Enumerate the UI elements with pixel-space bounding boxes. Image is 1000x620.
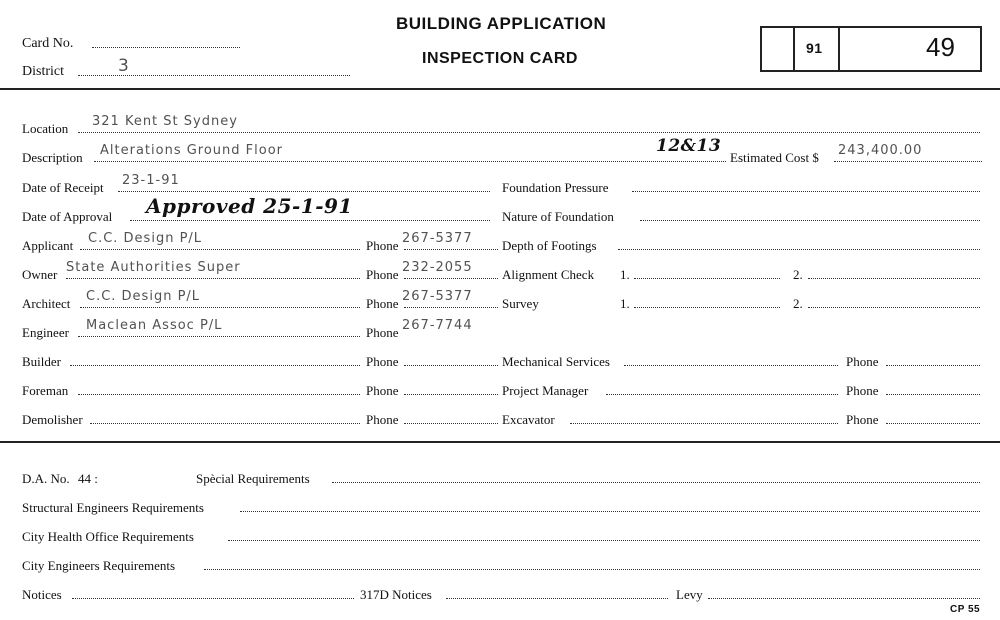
foreman-field[interactable] [78,394,360,395]
description-lots: 12&13 [656,136,722,156]
estimated-cost-label: Estimated Cost $ [730,150,819,165]
form-code: CP 55 [950,604,981,615]
mechanical-phone-label: Phone [846,354,879,369]
district-value: 3 [118,56,130,76]
demolisher-field[interactable] [90,423,360,424]
city-health-office-label: City Health Office Requirements [22,529,194,544]
notices-317d-label: 317D Notices [360,587,432,602]
engineer-phone-label: Phone [366,325,399,340]
levy-field[interactable] [708,598,980,599]
engineer-label: Engineer [22,325,69,340]
header-divider [0,88,1000,90]
foreman-phone-field[interactable] [404,394,498,395]
builder-phone-label: Phone [366,354,399,369]
date-of-approval-label: Date of Approval [22,209,113,224]
structural-engineers-label: Structural Engineers Requirements [22,500,204,515]
architect-phone-value: 267-5377 [402,289,473,304]
foreman-label: Foreman [22,383,69,398]
applicant-label: Applicant [22,238,74,253]
depth-of-footings-label: Depth of Footings [502,238,597,253]
da-no-value: 44 : [78,471,98,486]
excavator-phone-label: Phone [846,412,879,427]
mechanical-services-field[interactable] [624,365,838,366]
survey-2-field[interactable] [808,307,980,308]
levy-label: Levy [676,587,703,602]
notices-317d-field[interactable] [446,598,668,599]
owner-field[interactable] [66,278,360,279]
demolisher-phone-field[interactable] [404,423,498,424]
owner-phone-label: Phone [366,267,399,282]
description-label: Description [22,150,83,165]
city-engineers-label: City Engineers Requirements [22,558,176,573]
architect-phone-label: Phone [366,296,399,311]
owner-phone-value: 232-2055 [402,260,473,275]
location-value: 321 Kent St Sydney [92,114,238,129]
applicant-phone-label: Phone [366,238,399,253]
demolisher-phone-label: Phone [366,412,399,427]
excavator-label: Excavator [502,412,555,427]
demolisher-label: Demolisher [22,412,83,427]
project-manager-phone-label: Phone [846,383,879,398]
box-number: 49 [926,32,955,62]
box-year: 91 [806,40,823,56]
estimated-cost-field[interactable] [834,161,982,162]
architect-value: C.C. Design P/L [86,289,201,304]
form-title-line1: BUILDING APPLICATION [396,14,607,33]
notices-field[interactable] [72,598,354,599]
foundation-pressure-field[interactable] [632,191,980,192]
project-manager-label: Project Manager [502,383,589,398]
builder-label: Builder [22,354,61,369]
engineer-field[interactable] [78,336,360,337]
foreman-phone-label: Phone [366,383,399,398]
special-requirements-field[interactable] [332,482,980,483]
district-label: District [22,64,64,79]
city-engineers-field[interactable] [204,569,980,570]
mechanical-phone-field[interactable] [886,365,980,366]
excavator-field[interactable] [570,423,838,424]
survey-2-label: 2. [793,296,803,311]
nature-of-foundation-label: Nature of Foundation [502,209,614,224]
card-no-label: Card No. [22,36,74,51]
alignment-check-2-field[interactable] [808,278,980,279]
alignment-check-2-label: 2. [793,267,803,282]
notices-label: Notices [22,587,62,602]
applicant-field[interactable] [80,249,360,250]
special-requirements-label: Spècial Requirements [196,471,310,486]
form-title-line2: INSPECTION CARD [422,50,578,67]
structural-engineers-field[interactable] [240,511,980,512]
survey-1-field[interactable] [634,307,780,308]
alignment-check-1-field[interactable] [634,278,780,279]
depth-of-footings-field[interactable] [618,249,980,250]
description-field[interactable] [94,161,726,162]
section-divider [0,441,1000,443]
project-manager-field[interactable] [606,394,838,395]
nature-of-foundation-field[interactable] [640,220,980,221]
date-of-receipt-field[interactable] [118,191,490,192]
box-divider-1 [793,28,795,70]
location-field[interactable] [78,132,980,133]
architect-field[interactable] [80,307,360,308]
location-label: Location [22,121,69,136]
builder-phone-field[interactable] [404,365,498,366]
alignment-check-1-label: 1. [620,267,630,282]
date-of-approval-field[interactable] [130,220,490,221]
city-health-office-field[interactable] [228,540,980,541]
owner-value: State Authorities Super [66,260,241,275]
engineer-value: Maclean Assoc P/L [86,318,223,333]
description-value: Alterations Ground Floor [100,143,284,158]
applicant-phone-value: 267-5377 [402,231,473,246]
date-of-approval-value: Approved 25-1-91 [146,194,353,218]
excavator-phone-field[interactable] [886,423,980,424]
owner-phone-field[interactable] [404,278,498,279]
survey-1-label: 1. [620,296,630,311]
applicant-value: C.C. Design P/L [88,231,203,246]
builder-field[interactable] [70,365,360,366]
foundation-pressure-label: Foundation Pressure [502,180,609,195]
owner-label: Owner [22,267,58,282]
estimated-cost-value: 243,400.00 [838,143,923,158]
architect-label: Architect [22,296,71,311]
date-of-receipt-value: 23-1-91 [122,173,180,188]
project-manager-phone-field[interactable] [886,394,980,395]
date-of-receipt-label: Date of Receipt [22,180,104,195]
engineer-phone-value: 267-7744 [402,318,473,333]
survey-label: Survey [502,296,539,311]
applicant-phone-field[interactable] [404,249,498,250]
box-divider-2 [838,28,840,70]
architect-phone-field[interactable] [404,307,498,308]
card-no-field[interactable] [92,47,240,48]
mechanical-services-label: Mechanical Services [502,354,610,369]
da-no-label: D.A. No. [22,471,70,486]
alignment-check-label: Alignment Check [502,267,595,282]
